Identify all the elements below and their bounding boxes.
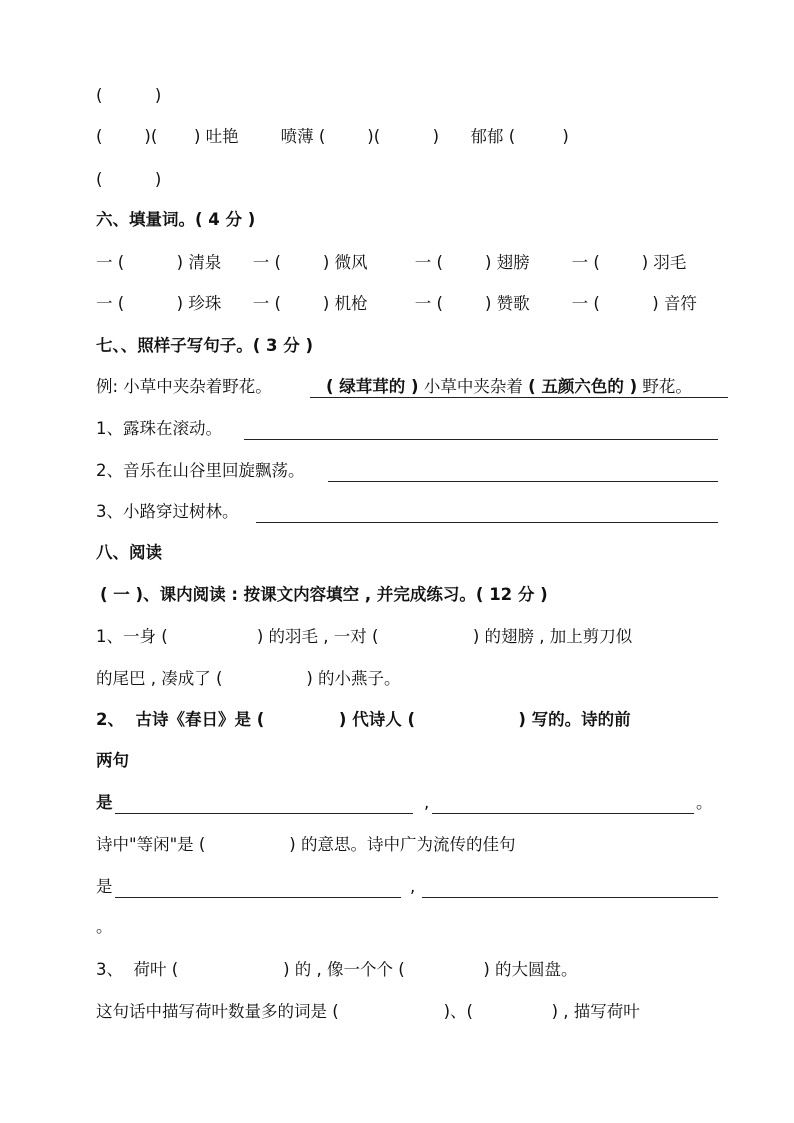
example-end: 野花。 [637, 377, 692, 396]
reading-q3-line-2: 这句话中描写荷叶数量多的词是 ( )、( ) , 描写荷叶 [96, 1002, 640, 1021]
blank-line-3: ( ) [96, 170, 162, 189]
example-underline [310, 397, 728, 398]
example-adjective-2: ( 五颜六色的 ) [528, 377, 638, 396]
reading-q2-meaning: 诗中"等闲"是 ( ) 的意思。诗中广为流传的佳句 [96, 835, 516, 854]
reading-q2-line-2: 两句 [96, 751, 129, 770]
section-8-heading: 八、阅读 [96, 543, 162, 562]
reading-q1-line-1: 1、一身 ( ) 的羽毛 , 一对 ( ) 的翅膀 , 加上剪刀似 [96, 627, 633, 646]
word-fill-line: ( )( ) 吐艳 喷薄 ( )( ) 郁郁 ( ) [96, 127, 569, 146]
sentence-3-answer-line [256, 522, 718, 523]
sentence-3-prompt: 3、小路穿过树林。 [96, 502, 239, 521]
comma: , [424, 793, 430, 812]
section-7-heading: 七、、照样子写句子。( 3 分 ) [96, 336, 314, 355]
example-original: 例: 小草中夹杂着野花。 [96, 377, 272, 396]
example-answer [326, 377, 692, 397]
sentence-2-prompt: 2、音乐在山谷里回旋飘荡。 [96, 461, 305, 480]
sentence-2-answer-line [328, 481, 718, 482]
famous-line-1-blank [115, 897, 401, 898]
blank-line-1: ( ) [96, 86, 162, 105]
example-middle: 小草中夹杂着 [418, 377, 529, 396]
reading-q1-line-2: 的尾巴 , 凑成了 ( ) 的小燕子。 [96, 669, 401, 688]
reading-part-1-heading: ( 一 )、课内阅读 : 按课文内容填空 , 并完成练习。( 12 分 ) [100, 585, 548, 604]
reading-q3-line-1: 3、 荷叶 ( ) 的 , 像一个个 ( ) 的大圆盘。 [96, 960, 578, 979]
period-2: 。 [96, 917, 113, 936]
reading-q2-line-1: 2、 古诗《春日》是 ( ) 代诗人 ( ) 写的。诗的前 [96, 710, 631, 729]
measure-words-row-2: 一 ( ) 珍珠 一 ( ) 机枪 一 ( ) 赞歌 一 ( ) 音符 [96, 294, 697, 313]
section-6-heading: 六、填量词。( 4 分 ) [96, 210, 256, 229]
reading-q2-is-label-2: 是 [96, 877, 113, 896]
sentence-1-prompt: 1、露珠在滚动。 [96, 419, 222, 438]
sentence-1-answer-line [244, 439, 718, 440]
period: 。 [696, 793, 713, 812]
famous-line-2-blank [422, 897, 718, 898]
measure-words-row-1: 一 ( ) 清泉 一 ( ) 微风 一 ( ) 翅膀 一 ( ) 羽毛 [96, 253, 687, 272]
poem-line-2-blank [432, 813, 694, 814]
reading-q2-is-label: 是 [96, 793, 113, 812]
example-adjective-1: ( 绿茸茸的 ) [326, 377, 419, 396]
example-sentence [96, 377, 272, 397]
poem-line-1-blank [115, 813, 413, 814]
comma-2: , [410, 877, 416, 896]
